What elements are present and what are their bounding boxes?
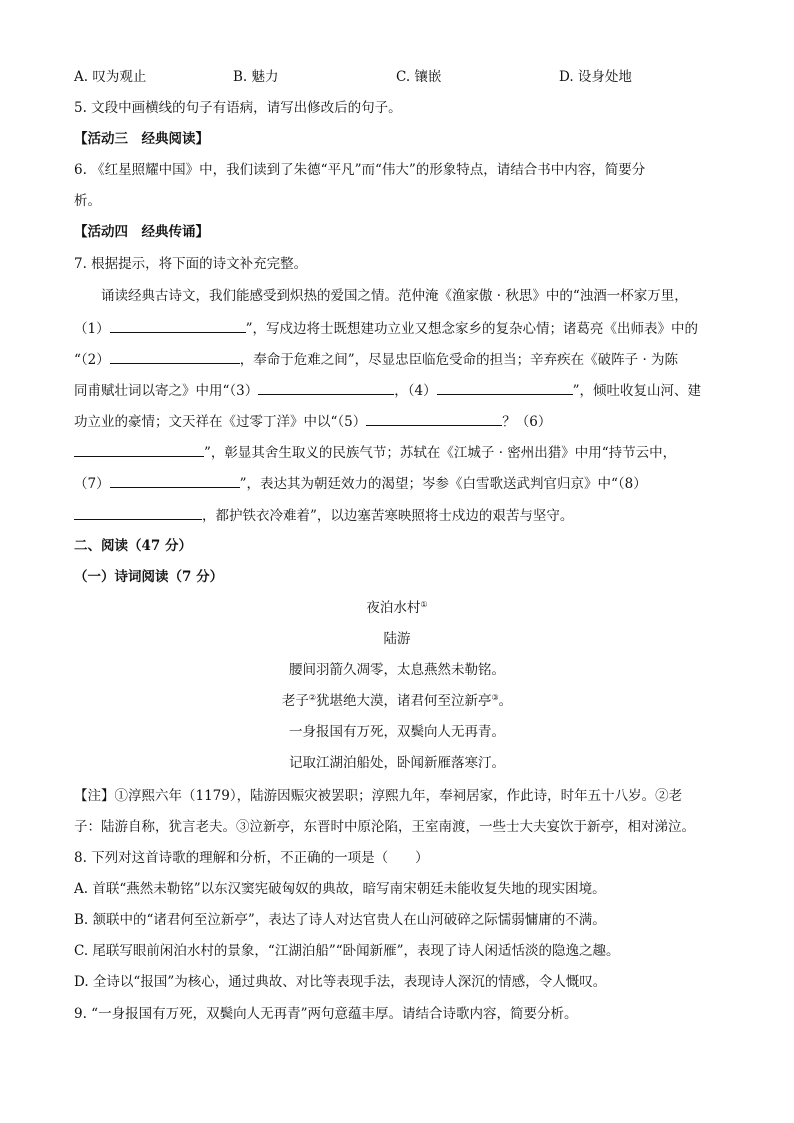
question-7-para-line4 (74, 380, 701, 401)
question-7-para-line6 (74, 442, 676, 463)
blank-6[interactable] (74, 442, 204, 457)
blank-6-label: ？（6） (502, 414, 552, 430)
question-8-stem: 8. 下列对这首诗歌的理解和分析，不正确的一项是（ ） (74, 850, 429, 866)
section-2-heading: 二、阅读（47 分） (74, 538, 192, 554)
poem-note-mark-3: ③ (491, 693, 499, 702)
poem-line-2 (0, 691, 794, 711)
poem-note-mark-2: ② (308, 693, 316, 702)
blank-4-label: ，（4） (394, 383, 437, 399)
option-a: A. 叹为观止 (74, 69, 147, 85)
poem-line-1: 腰间羽箭久凋零，太息燕然未勒铭。 (289, 662, 505, 678)
question-8-option-a: A. 首联“燕然未勒铭”以东汉窦宪破匈奴的典故，暗写南宋朝廷未能收复失地的现实困境。 (74, 881, 606, 897)
blank-7-label: （7） (74, 476, 110, 492)
option-b: B. 魅力 (233, 69, 279, 85)
poem-note-line2: 子：陆游自称，犹言老夫。③泣新亭，东晋时中原沦陷，王室南渡，一些士大夫宴饮于新亭，相对涕泣。 (74, 819, 695, 835)
question-7-para-line2 (74, 318, 698, 339)
poem-note-line1: 【注】①淳熙六年（1179），陆游因赈灾被罢职；淳熙九年，奉祠居家，作此诗，时年五十八岁。②老 (74, 788, 683, 804)
blank-1-label: （1） (74, 321, 110, 337)
blank-3-label: 同甫赋壮词以寄之》中用“（3） (74, 383, 259, 399)
blank-2[interactable] (110, 349, 240, 364)
option-d: D. 设身处地 (559, 69, 632, 85)
poem-title-note-mark: ① (420, 600, 428, 609)
blank-8[interactable] (74, 505, 202, 520)
para-text: ，都护铁衣冷难着”，以边塞苦寒映照将士戍边的艰苦与坚守。 (202, 508, 574, 524)
activity-4-heading: 【活动四 经典传诵】 (74, 224, 209, 240)
poem-text: 犹堪绝大漠，诸君何至泣新亭 (316, 693, 492, 709)
question-7-para-line3 (74, 349, 678, 370)
para-text: ”，彰显其舍生取义的民族气节；苏轼在《江城子 · 密州出猎》中用“持节云中， (204, 445, 677, 461)
question-9: 9. “一身报国有万死，双鬓向人无再青”两句意蕴丰厚。请结合诗歌内容，简要分析。 (74, 1006, 578, 1022)
blank-3[interactable] (258, 380, 394, 395)
blank-2-label: “（2） (74, 352, 110, 368)
poem-text: 老子 (281, 693, 309, 709)
poem-title-text: 夜泊水村 (366, 600, 421, 616)
poem-line-4: 记取江湖泊船处，卧闻新雁落寒汀。 (289, 755, 505, 771)
question-7-para-line5 (74, 411, 551, 432)
question-7-para-line1: 诵读经典古诗文，我们能感受到炽热的爱国之情。范仲淹《渔家傲 · 秋思》中的“浊酒一杯家万里， (101, 288, 688, 304)
activity-3-heading: 【活动三 经典阅读】 (74, 131, 209, 147)
question-8-option-c: C. 尾联写眼前闲泊水村的景象，“江湖泊船”“卧闻新雁”，表现了诗人闲适恬淡的隐逸之趣。 (74, 943, 620, 959)
poem-text: 。 (498, 693, 513, 709)
question-7-title: 7. 根据提示，将下面的诗文补充完整。 (74, 256, 308, 272)
poem-line-3: 一身报国有万死，双鬓向人无再青。 (289, 724, 505, 740)
blank-5[interactable] (366, 411, 502, 426)
option-c: C. 镶嵌 (396, 69, 442, 85)
poem-title (0, 598, 794, 618)
blank-1[interactable] (110, 318, 246, 333)
subsection-1-heading: （一）诗词阅读（7 分） (74, 569, 224, 585)
question-8-option-b: B. 颔联中的“诸君何至泣新亭”，表达了诗人对达官贵人在山河破碎之际懦弱慵庸的不满。 (74, 912, 606, 928)
para-text: ，奉命于危难之间”，尽显忠臣临危受命的担当；辛弃疾在《破阵子 · 为陈 (239, 352, 679, 368)
para-text: ”，写戍边将士既想建功立业又想念家乡的复杂心情；诸葛亮《出师表》中的 (245, 321, 698, 337)
blank-4[interactable] (437, 380, 573, 395)
para-text: ”，倾吐收复山河、建 (572, 383, 701, 399)
para-text: ”，表达其为朝廷效力的渴望；岑参《白雪歌送武判官归京》中“（8） (239, 476, 647, 492)
question-7-para-line7 (74, 473, 647, 494)
poem-author: 陆游 (383, 631, 411, 647)
question-6-line2: 析。 (74, 193, 101, 209)
blank-7[interactable] (110, 473, 240, 488)
question-5: 5. 文段中画横线的句子有语病，请写出修改后的句子。 (74, 100, 402, 116)
question-7-para-line8 (74, 505, 573, 526)
question-8-option-d: D. 全诗以“报国”为核心，通过典故、对比等表现手法，表现诗人深沉的情感，令人慨叹。 (74, 974, 607, 990)
blank-5-label: 功立业的豪情；文天祥在《过零丁洋》中以“（5） (74, 414, 367, 430)
question-6-line1: 6. 《红星照耀中国》中，我们读到了朱德“平凡”而“伟大”的形象特点，请结合书中内容，简要分 (74, 162, 646, 178)
